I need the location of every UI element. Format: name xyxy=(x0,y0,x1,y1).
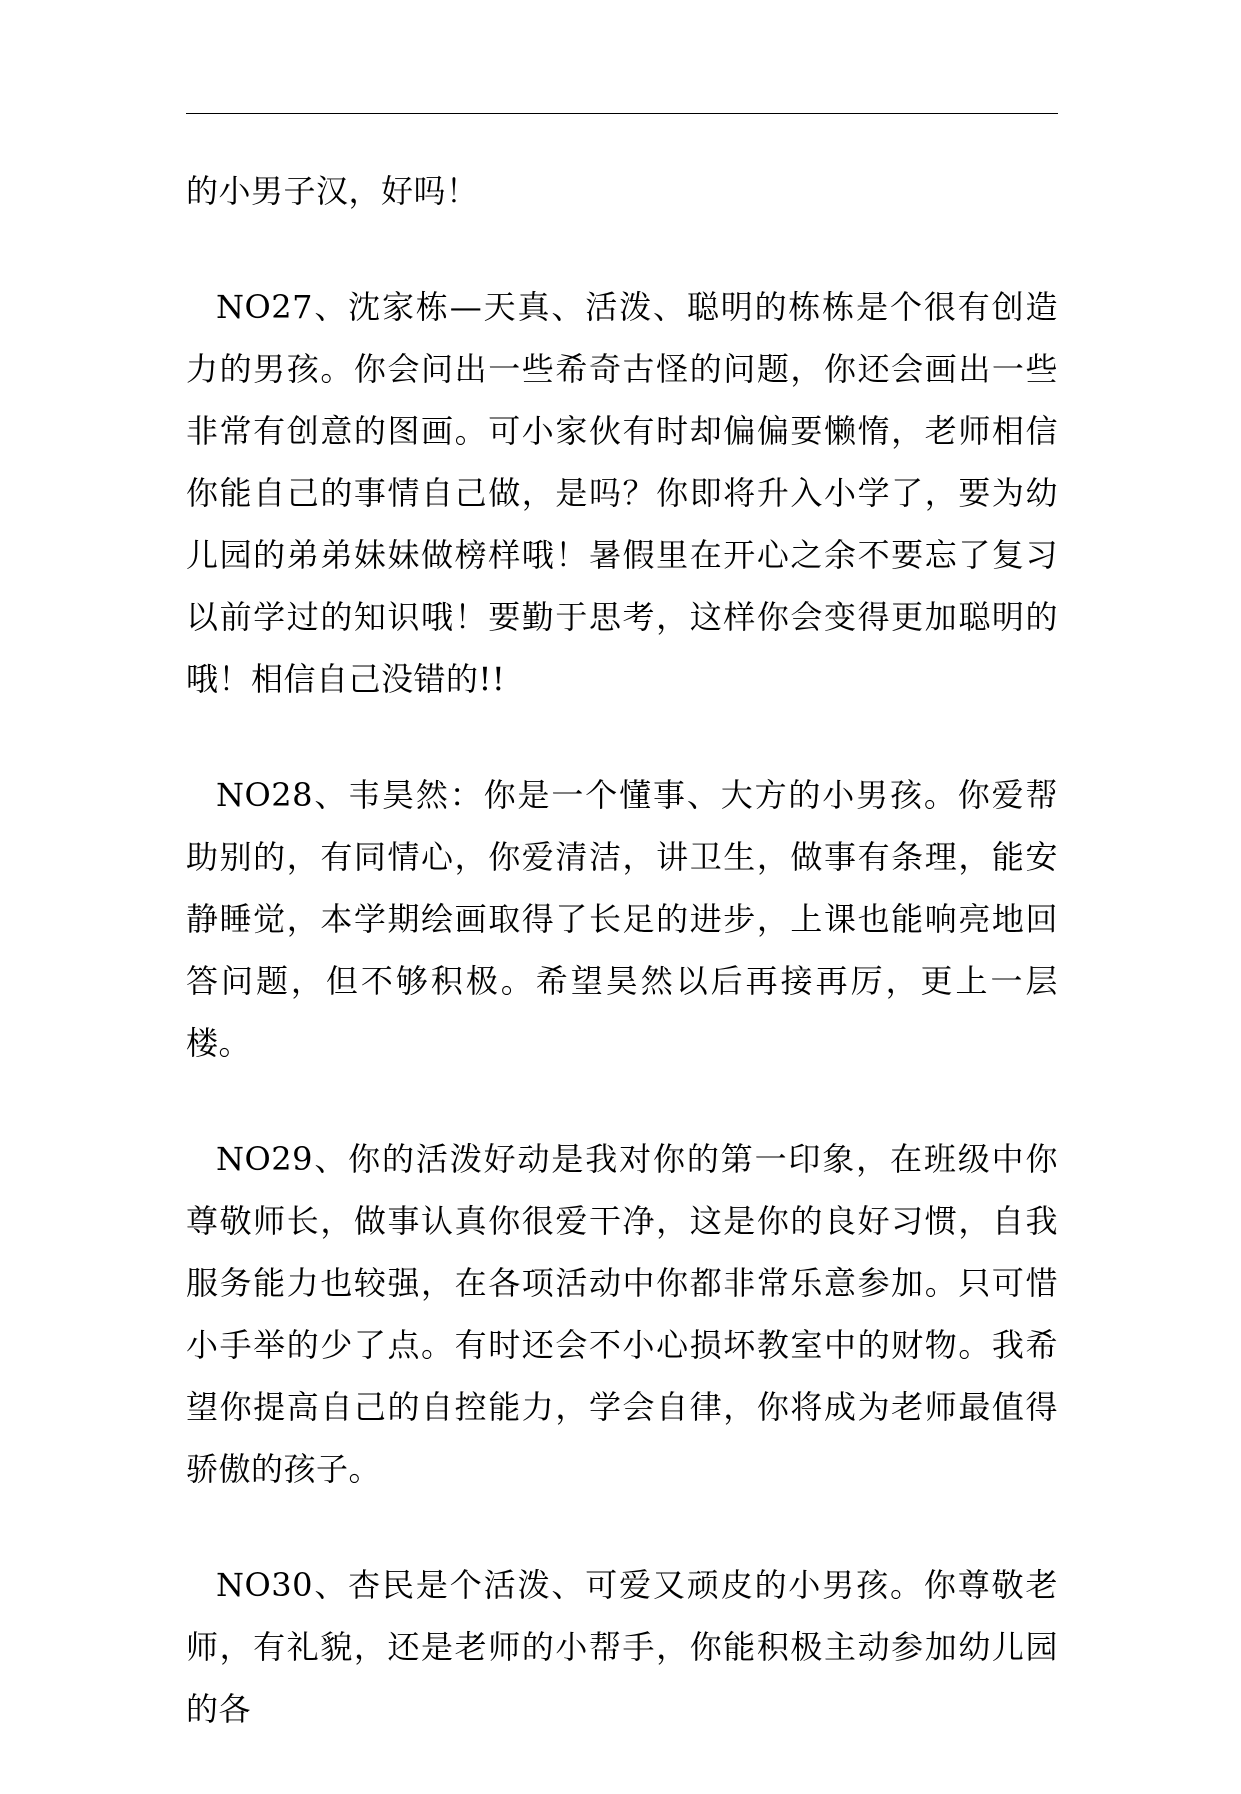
header-rule xyxy=(186,113,1058,114)
document-body xyxy=(186,160,1058,1794)
paragraph-no30: NO30、杏民是个活泼、可爱又顽皮的小男孩。你尊敬老师，有礼貌，还是老师的小帮手，你能积极主动参加幼儿园的各 xyxy=(186,1566,1058,1728)
paragraph-no27: NO27、沈家栋—天真、活泼、聪明的栋栋是个很有创造力的男孩。你会问出一些希奇古怪的问题，你还会画出一些非常有创意的图画。可小家伙有时却偏偏要懒惰，老师相信你能自己的事情自己做，是吗？你即将升入小学了，要为幼儿园的弟弟妹妹做榜样哦！暑假里在开心之余不要忘了复习以前学过的知识哦！要勤于思考，这样你会变得更加聪明的哦！相信自己没错的!! xyxy=(186,288,1058,698)
paragraph-no28: NO28、韦昊然：你是一个懂事、大方的小男孩。你爱帮助别的，有同情心，你爱清洁，讲卫生，做事有条理，能安静睡觉，本学期绘画取得了长足的进步，上课也能响亮地回答问题，但不够积极。希望昊然以后再接再厉，更上一层楼。 xyxy=(186,776,1058,1062)
paragraph-continuation: 的小男子汉，好吗！ xyxy=(186,172,479,210)
paragraph-no29: NO29、你的活泼好动是我对你的第一印象，在班级中你尊敬师长，做事认真你很爱干净，这是你的良好习惯，自我服务能力也较强，在各项活动中你都非常乐意参加。只可惜小手举的少了点。有时还会不小心损坏教室中的财物。我希望你提高自己的自控能力，学会自律，你将成为老师最值得骄傲的孩子。 xyxy=(186,1140,1058,1488)
